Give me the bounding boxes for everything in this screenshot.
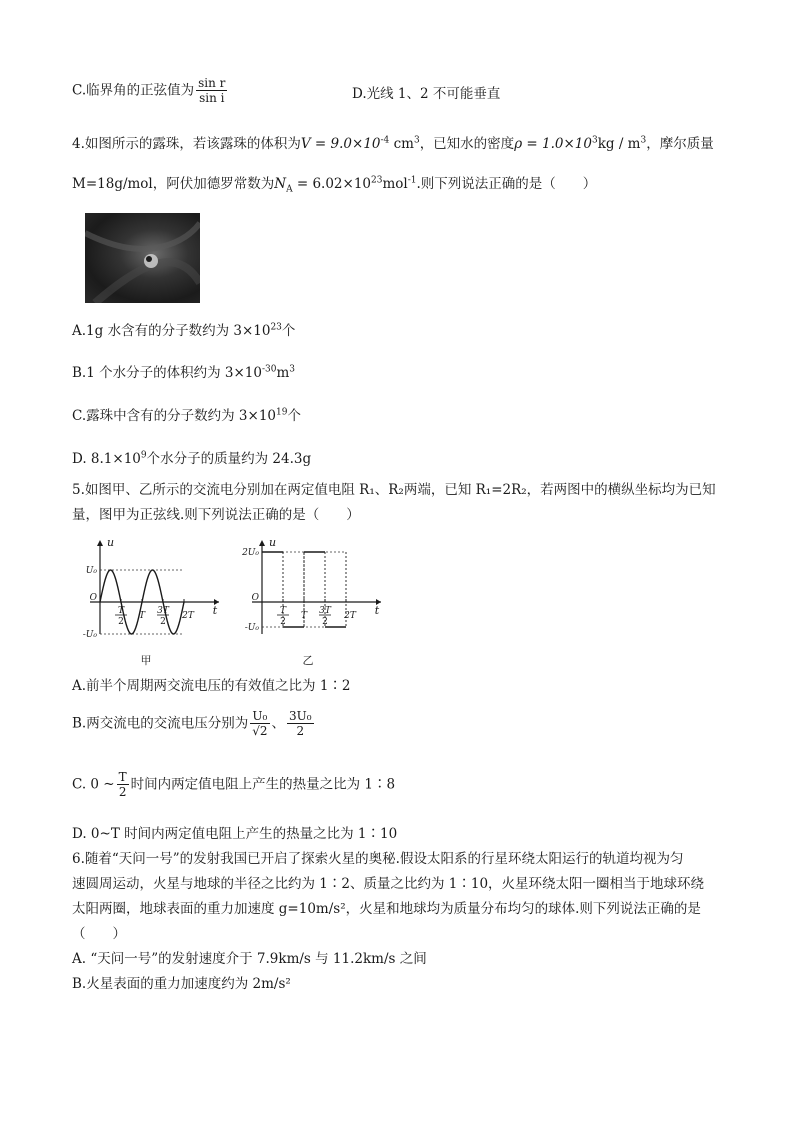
q5-option-c: C. 0 ~ $\frac{T}{2}$ 时间内两定值电阻上产生的热量之比为 1∶8 (72, 770, 396, 800)
yi-x-tick-0-num: T (279, 606, 287, 616)
chart-jia (74, 536, 224, 666)
q5-option-a: A.前半个周期两交流电压的有效值之比为 1∶2 (72, 678, 351, 694)
yi-y-tick-1: O (251, 593, 259, 603)
q4-option-a: A.1g 水含有的分子数约为 $3\times 10^{23}$个 (72, 322, 296, 339)
chart-yi-axes (252, 540, 381, 634)
chart-jia-labels (83, 536, 218, 666)
jia-x-tick-2-den: 2 (160, 617, 166, 627)
jia-y-label: u (107, 536, 115, 549)
q3-option-d: D.光线 1、2 不可能垂直 (352, 86, 501, 102)
jia-y-tick-1: O (89, 593, 97, 603)
yi-title: 乙 (302, 654, 314, 666)
dewdrop-photo (85, 213, 200, 303)
jia-x-label: t (212, 604, 218, 617)
yi-y-label: u (269, 536, 277, 549)
q5-b-fraction-2: $\frac{\text{3U₀}}{2}$ (289, 709, 312, 739)
jia-title: 甲 (140, 654, 152, 666)
q5-option-b: B.两交流电的交流电压分别为 $\frac{\text{U₀}}{√2}$ 、 $\frac{\text{3U₀}}{2}$ (72, 709, 312, 739)
q4-stem-line2: M=18g/mol，阿伏加德罗常数为$N_A = 6.02\times 10^{23}mol^{-1}$.则下列说法正确的是（ ） (72, 175, 597, 195)
jia-x-tick-0-num: T (117, 606, 125, 616)
q6-option-a: A. “天问一号”的发射速度介于 7.9km/s 与 11.2km/s 之间 (72, 951, 427, 967)
q6-stem-line3: 太阳两圈，地球表面的重力加速度 g=10m/s²，火星和地球均为质量分布均匀的球体.则下列说法正确的是 (72, 901, 701, 917)
yi-y-tick-2: -U₀ (244, 623, 259, 633)
yi-x-tick-2-num: 3T (319, 606, 331, 616)
q5-c-fraction: $\frac{T}{2}$ (118, 770, 127, 800)
q4-option-c: C.露珠中含有的分子数约为 $3\times 10^{19}$个 (72, 407, 301, 424)
q4-option-d: D. $8.1\times 10^9$个水分子的质量约为 24.3g (72, 450, 312, 467)
q5-stem-line1: 5.如图甲、乙所示的交流电分别加在两定值电阻 R₁、R₂两端，已知 R₁=2R₂，若两图中的横纵坐标均为已知 (72, 482, 716, 498)
chart-yi (236, 536, 386, 666)
jia-x-tick-3: 2T (182, 611, 194, 621)
q4-option-b: B.1 个水分子的体积约为 $3\times 10^{-30}m^3$ (72, 364, 296, 381)
yi-y-arrow (259, 540, 265, 546)
q6-stem-line4: （ ） (72, 926, 126, 942)
yi-x-tick-0-den: 2 (280, 617, 286, 627)
yi-x-tick-1: T (300, 611, 308, 621)
yi-x-label: t (374, 604, 380, 617)
jia-y-tick-2: -U₀ (82, 630, 97, 640)
q5-stem-line2: 量，图甲为正弦线.则下列说法正确的是（ ） (72, 507, 360, 523)
chart-jia-axes (90, 540, 219, 634)
q3-option-c: C.临界角的正弦值为 $\frac{\text{sin r}}{\text{sin i}}$ (72, 76, 226, 106)
jia-x-tick-1: T (138, 611, 146, 621)
q6-option-b: B.火星表面的重力加速度约为 2m/s² (72, 976, 291, 992)
jia-x-tick-2-num: 3T (157, 606, 169, 616)
q6-stem-line1: 6.随着“天问一号”的发射我国已开启了探索火星的奥秘.假设太阳系的行星环绕太阳运行的轨道均视为匀 (72, 851, 684, 867)
q6-stem-line2: 速圆周运动，火星与地球的半径之比约为 1∶2、质量之比约为 1∶10，火星环绕太阳一圈相当于地球环绕 (72, 876, 705, 892)
jia-y-arrow (97, 540, 103, 546)
q5-b-fraction-1: $\frac{\text{U₀}}{√2}$ (252, 709, 268, 739)
yi-x-tick-3: 2T (344, 611, 356, 621)
q4-stem-line1: 4.如图所示的露珠，若该露珠的体积为$V = 9.0\times 10^{-4}$ $cm^3$，已知水的密度$\rho = 1.0\times 10^3kg / m^3$，摩尔质量 (72, 135, 714, 152)
jia-x-tick-0-den: 2 (118, 617, 124, 627)
q5-option-d: D. 0~T 时间内两定值电阻上产生的热量之比为 1∶10 (72, 826, 398, 842)
yi-y-tick-0: 2U₀ (242, 548, 259, 558)
jia-y-tick-0: U₀ (85, 566, 97, 576)
q3-c-fraction: $\frac{\text{sin r}}{\text{sin i}}$ (198, 76, 226, 106)
yi-x-tick-2-den: 2 (322, 617, 328, 627)
